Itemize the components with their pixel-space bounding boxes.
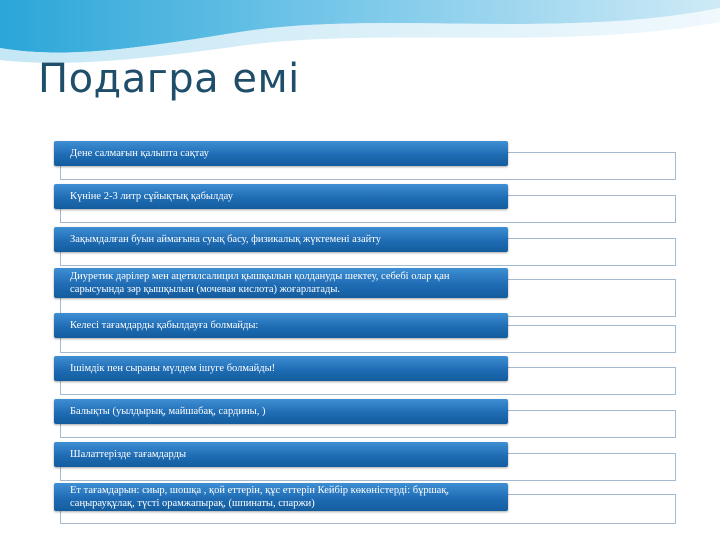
list-item-text: Ет тағамдарын: сиыр, шошқа , қой еттерін, құс еттерін Кейбір көкөністерді: бұршақ, саңырауқұлақ, түсті орамжапырақ, (шпинаты, спаржи) (70, 485, 450, 509)
slide-title: Подагра емі (38, 56, 300, 102)
list-item-text: Ішімдік пен сыраны мүлдем ішуге болмайды! (70, 363, 276, 374)
list-item-bar (54, 483, 508, 511)
list-item-bar (54, 141, 508, 166)
list-item-bar (54, 356, 508, 381)
list-item-text: Күніне 2-3 литр сұйықтық қабылдау (70, 191, 233, 202)
list-item-text: Диуретик дәрілер мен ацетилсалицил қышқылын қолдануды шектеу, себебі олар қан сарысуында зәр қышқылын (мочевая кислота) жоғарлатады. (70, 271, 450, 295)
list-item-bar (54, 268, 508, 298)
list-item-bar (54, 442, 508, 467)
list-item-text: Келесі тағамдарды қабылдауға болмайды: (70, 320, 259, 331)
list-item-text: Дене салмағын қалыпта сақтау (70, 148, 209, 159)
list-item-bar (54, 313, 508, 338)
list-item-text: Балықты (уылдырық, майшабақ, сардины, ) (70, 406, 266, 417)
list-item-bar (54, 227, 508, 252)
list-item-text: Зақымдалған буын аймағына суық басу, физикалық жүктемені азайту (70, 234, 381, 245)
list-item-bar (54, 399, 508, 424)
list-item-text: Шалаттерізде тағамдарды (70, 449, 187, 460)
list-item-bar (54, 184, 508, 209)
